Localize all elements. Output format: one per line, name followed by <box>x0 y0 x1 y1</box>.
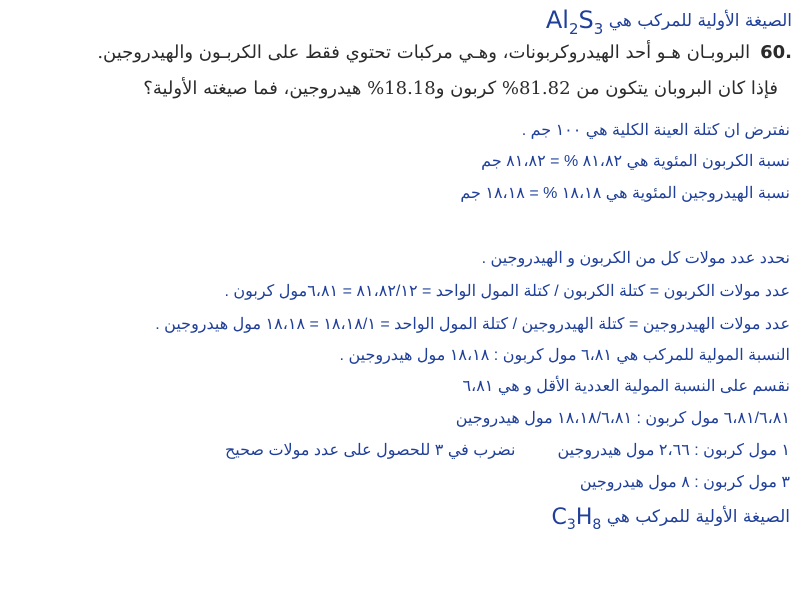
formula-subscript-1: 2 <box>568 20 579 38</box>
answer-element-2: H <box>575 505 593 530</box>
question-text-2: فإذا كان البروبان يتكون من 81.82% كربون و18.18% هيدروجين، فما صيغته الأولية؟ <box>143 78 778 99</box>
formula-subscript-2: 3 <box>593 20 604 38</box>
formula-element-2: S <box>578 6 594 34</box>
answer-subscript-2: 8 <box>592 517 602 533</box>
header-prefix: الصيغة الأولية للمركب هي <box>608 11 792 31</box>
carbon-percent-line: نسبة الكربون المئوية هي ٨١،٨٢ % = ٨١،٨٢ جم <box>481 153 790 170</box>
formula-element-1: Al <box>545 6 569 34</box>
answer-element-1: C <box>551 505 567 530</box>
question-number: 60. <box>760 42 792 63</box>
question-text-1: البروبـان هـو أحد الهيدروكربونات، وهـي مركبات تحتوي فقط على الكربـون والهيدروجين. <box>97 42 751 63</box>
hydrogen-percent-line: نسبة الهيدروجين المئوية هي ١٨،١٨ % = ١٨،١٨ جم <box>460 185 790 202</box>
assume-line: نفترض ان كتلة العينة الكلية هي ١٠٠ جم . <box>521 122 790 139</box>
answer-prefix: الصيغة الأولية للمركب هي <box>606 507 790 527</box>
hydrogen-moles-line: عدد مولات الهيدروجين = كتلة الهيدروجين / كتلة المول الواحد = ١٨،١٨/١ = ١٨،١٨ مول هيدروجين . <box>155 316 790 333</box>
ratio-one-text: ١ مول كربون : ٢،٦٦ مول هيدروجين <box>557 442 790 459</box>
answer-formula <box>551 505 602 533</box>
question-line-1 <box>97 42 792 63</box>
answer-line <box>546 505 790 533</box>
ratio-one-line <box>225 440 790 460</box>
carbon-moles-line: عدد مولات الكربون = كتلة الكربون / كتلة المول الواحد = ٨١،٨٢/١٢ = ٦،٨١مول كربون . <box>224 283 790 300</box>
header-line <box>540 6 792 38</box>
multiply-note: نضرب في ٣ للحصول على عدد مولات صحيح <box>224 442 516 459</box>
header-formula <box>545 6 604 38</box>
answer-subscript-1: 3 <box>566 517 576 533</box>
divide-smallest-line: نقسم على النسبة المولية العددية الأقل و هي ٦،٨١ <box>462 378 790 395</box>
question-line-2 <box>143 78 778 99</box>
ratio-three-line: ٣ مول كربون : ٨ مول هيدروجين <box>579 474 790 491</box>
moles-intro-line: نحدد عدد مولات كل من الكربون و الهيدروجين . <box>481 250 790 267</box>
mole-ratio-line: النسبة المولية للمركب هي ٦،٨١ مول كربون : ١٨،١٨ مول هيدروجين . <box>339 347 790 364</box>
divided-line: ٦،٨١/٦،٨١ مول كربون : ١٨،١٨/٦،٨١ مول هيدروجين <box>455 410 790 427</box>
